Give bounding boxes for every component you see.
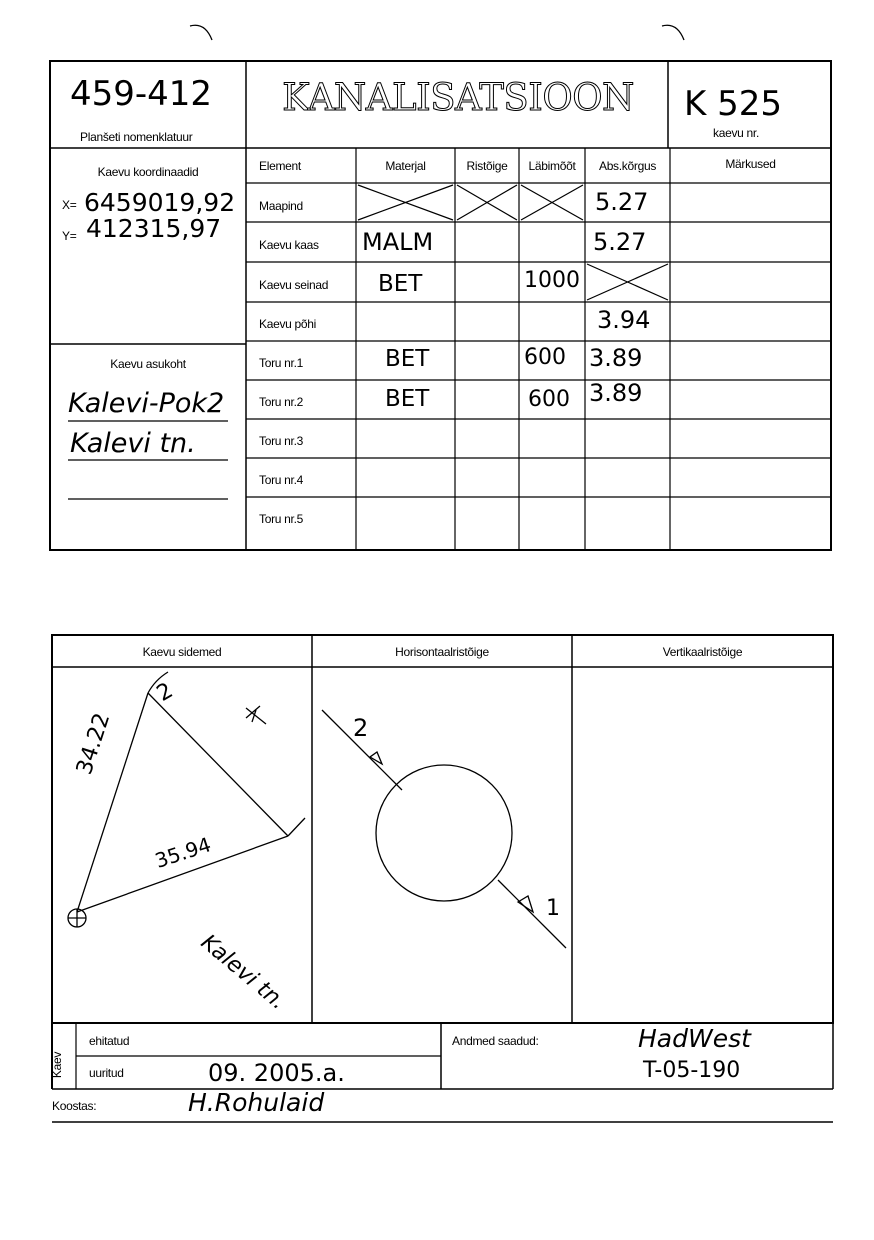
cover-material-value: MALM	[362, 228, 434, 256]
sketch-title-vertical: Vertikaalristõige	[662, 645, 743, 659]
street-name-sketch: Kalevi tn.	[195, 930, 291, 1016]
coordinates-label: Kaevu koordinaadid	[97, 165, 199, 179]
pipe-out-label: 1	[546, 896, 560, 921]
distance-label-1: 34.22	[72, 710, 116, 778]
cover-elevation-value: 5.27	[593, 228, 647, 256]
row-label-pipe-1: Toru nr.1	[259, 356, 303, 370]
col-header-material: Materjal	[385, 159, 426, 173]
distance-label-2: 35.94	[152, 832, 214, 873]
col-header-diameter: Läbimõõt	[528, 159, 576, 173]
surveyed-date-value: 09. 2005.a.	[208, 1059, 345, 1087]
pipe-1-elevation-value: 3.89	[589, 344, 643, 372]
row-label-pipe-2: Toru nr.2	[259, 395, 303, 409]
y-prefix: Y=	[62, 229, 77, 243]
building-corner-number: 2	[152, 678, 178, 707]
y-coordinate-value: 412315,97	[86, 214, 222, 243]
well-number-value: K 525	[684, 84, 782, 124]
col-header-notes: Märkused	[725, 157, 776, 171]
col-header-element: Element	[259, 159, 301, 173]
form-title: KANALISATSIOON	[282, 76, 634, 119]
x-prefix: X=	[62, 198, 77, 212]
row-label-cover: Kaevu kaas	[259, 238, 319, 252]
sketch-title-horizontal: Horisontaalristõige	[395, 645, 489, 659]
row-label-pipe-3: Toru nr.3	[259, 434, 303, 448]
col-header-cross-section: Ristõige	[466, 159, 508, 173]
row-label-ground: Maapind	[259, 199, 303, 213]
pipe-in-label: 2	[353, 714, 369, 742]
compiled-by-label: Koostas:	[52, 1099, 97, 1113]
row-label-pipe-5: Toru nr.5	[259, 512, 303, 526]
walls-diameter-value: 1000	[524, 268, 580, 293]
location-line-1: Kalevi-Pok2	[68, 388, 225, 419]
row-label-bottom: Kaevu põhi	[259, 317, 317, 331]
x-coordinate-value: 6459019,92	[84, 188, 236, 217]
pipe-1-diameter-value: 600	[524, 345, 566, 370]
sketch-title-links: Kaevu sidemed	[142, 645, 222, 659]
surveyed-label: uuritud	[89, 1066, 124, 1080]
row-label-pipe-4: Toru nr.4	[259, 473, 303, 487]
pipe-2-diameter-value: 600	[528, 387, 570, 412]
map-sheet-value: 459-412	[70, 74, 213, 114]
pipe-2-material-value: BET	[385, 386, 430, 412]
well-number-label: kaevu nr.	[713, 126, 759, 140]
pipe-2-elevation-value: 3.89	[589, 379, 643, 407]
ground-elevation-value: 5.27	[595, 188, 649, 216]
location-line-2: Kalevi tn.	[70, 428, 196, 459]
pipe-1-material-value: BET	[385, 346, 430, 372]
well-vertical-label: Kaev	[50, 1051, 65, 1079]
walls-material-value: BET	[378, 271, 423, 297]
data-source-label: Andmed saadud:	[452, 1034, 539, 1048]
location-label: Kaevu asukoht	[110, 357, 186, 371]
bottom-elevation-value: 3.94	[597, 306, 651, 334]
map-sheet-label: Planšeti nomenklatuur	[80, 130, 193, 144]
row-label-walls: Kaevu seinad	[259, 278, 329, 292]
data-source-reference: T-05-190	[643, 1058, 741, 1083]
built-label: ehitatud	[89, 1034, 130, 1048]
col-header-elevation: Abs.kõrgus	[598, 159, 657, 173]
data-source-value: HadWest	[638, 1024, 751, 1053]
compiled-by-value: H.Rohulaid	[188, 1088, 325, 1117]
